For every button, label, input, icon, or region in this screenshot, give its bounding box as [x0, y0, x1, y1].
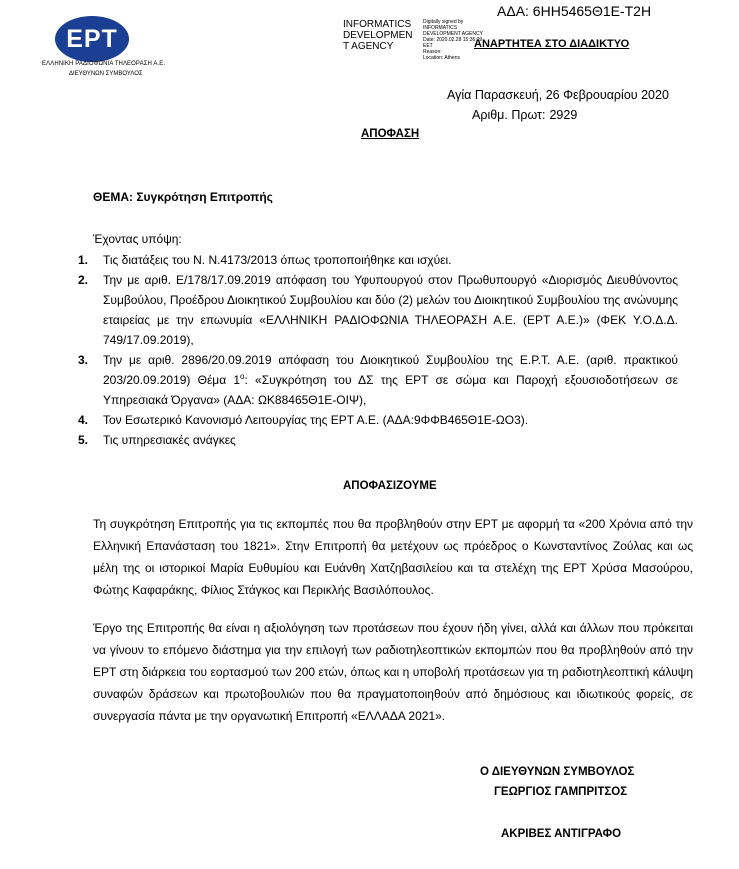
superscript: ο [240, 372, 245, 381]
list-item [78, 270, 678, 350]
considerations-list [78, 250, 678, 450]
certified-copy: ΑΚΡΙΒΕΣ ΑΝΤΙΓΡΑΦΟ [501, 828, 622, 840]
digital-signature-name [343, 19, 421, 52]
list-item [78, 410, 678, 430]
signatory-title: Ο ΔΙΕΥΘΥΝΩΝ ΣΥΜΒΟΥΛΟΣ [480, 766, 635, 778]
publish-notice: ΑΝΑΡΤΗΤΕΑ ΣΤΟ ΔΙΑΔΙΚΤΥΟ [474, 38, 630, 50]
list-item-text: Τον Εσωτερικό Κανονισμό Λειτουργίας της ΕΡΤ Α.Ε. (ΑΔΑ:9ΦΦΒ465Θ1Ε-ΩΟ3). [103, 413, 529, 427]
decision-paragraph-2: Έργο της Επιτροπής θα είναι η αξιολόγηση των προτάσεων που έχουν ήδη γίνει, αλλά και άλλων που πρόκειται να γίνουν το επόμενο διάστημα για την επιλογή των ραδιοτηλεοπτικών εκπομπών που θα προβληθούν από την ΕΡΤ στη διάρκεια του εορτασμού των 200 ετών, όπως και η υποβολή προτάσεων για τη ραδιοτηλεοπτική κάλυψη συναφών δράσεων και πρωτοβουλιών που θα πραγματοποιηθούν από δημόσιους και ιδιωτικούς φορείς, σε συνεργασία πάντα με την οργανωτική Επιτροπή «ΕΛΛΑΔΑ 2021». [93, 621, 693, 723]
list-item-number: 3. [78, 353, 89, 367]
ert-logo [55, 16, 129, 62]
signature-detail-line: EET [423, 43, 433, 49]
protocol-number [472, 108, 577, 122]
list-item-text-part: : «Συγκρότηση του ΔΣ της ΕΡΤ σε σώμα και Παροχή εξουσιοδοτήσεων σε Υπηρεσιακά Όργανα» (ΑΔΑ: ΩΚ88465Θ1Ε-ΟΙΨ), [103, 373, 678, 407]
signature-name-line: INFORMATICS [343, 19, 412, 30]
decision-paragraph-1: Τη συγκρότηση Επιτροπής για τις εκπομπές που θα προβληθούν στην ΕΡΤ με αφορμή τα «200 Χρόνια από την Ελληνική Επανάσταση του 1821». Στην Επιτροπή θα μετέχουν ως πρόεδρος ο Κωνσταντίνος Ζούλας και ως μέλη της οι ιστορικοί Μαρία Ευθυμίου και Ευάνθη Χατζηβασιλείου και τα στελέχη της ΕΡΤ Χρύσα Μασούρου, Φώτης Καφαράκης, Φίλιος Στάγκος και Περικλής Βασιλόπουλος. [93, 517, 693, 597]
logo-subtitle-company: ΕΛΛΗΝΙΚΗ ΡΑΔΙΟΦΩΝΙΑ ΤΗΛΕΟΡΑΣΗ Α.Ε. [42, 61, 166, 67]
list-item-number: 2. [78, 273, 89, 287]
ada-code: ΑΔΑ: 6ΗΗ5465Θ1Ε-Τ2Η [497, 3, 652, 19]
decision-heading: ΑΠΟΦΑΣΙΖΟΥΜΕ [343, 480, 437, 492]
signature-detail-line: Location: Athens [423, 55, 460, 61]
list-item-number: 4. [78, 413, 89, 427]
signatory-name: ΓΕΩΡΓΙΟΣ ΓΑΜΠΡΙΤΣΟΣ [494, 786, 628, 798]
logo-text: ΕΡΤ [66, 24, 118, 53]
signature-detail-line: Reason: [423, 49, 442, 55]
signature-detail-line: Digitally signed by [423, 19, 464, 25]
subject-line: ΘΕΜΑ: Συγκρότηση Επιτροπής [93, 190, 273, 204]
signature-detail-line: Date: 2020.02.28 15:36:09 [423, 37, 483, 43]
list-item-text [103, 350, 678, 410]
list-item-text: Τις διατάξεις του Ν. Ν.4173/2013 όπως τροποποιήθηκε και ισχύει. [103, 253, 452, 267]
considering-heading: Έχοντας υπόψη: [93, 232, 182, 246]
protocol-value: 2929 [549, 108, 578, 122]
signature-name-line: T AGENCY [343, 41, 394, 52]
list-item [78, 430, 678, 450]
signature-name-line: DEVELOPMEN [343, 30, 413, 41]
list-item-text-part: Την με αριθ. 2896/20.09.2019 απόφαση του Διοικητικού Συμβουλίου της Ε.Ρ.Τ. Α.Ε. (αριθ. πρακτικού 203/20.09.2019) Θέμα 1 [103, 353, 678, 387]
list-item-number: 1. [78, 253, 89, 267]
logo-subtitle-role: ΔΙΕΥΘΥΝΩΝ ΣΥΜΒΟΥΛΟΣ [69, 71, 143, 77]
signature-detail-line: INFORMATICS [423, 25, 458, 31]
place-date: Αγία Παρασκευή, 26 Φεβρουαρίου 2020 [447, 88, 669, 102]
document-title: ΑΠΟΦΑΣΗ [361, 128, 420, 140]
list-item-number: 5. [78, 433, 89, 447]
signature-detail-line: DEVELOPMENT AGENCY [423, 31, 483, 37]
list-item-text: Την με αριθ. Ε/178/17.09.2019 απόφαση του Υφυπουργού στον Πρωθυπουργό «Διορισμός Διευθύνοντος Συμβούλου, Προέδρου Διοικητικού Συμβουλίου και δύο (2) μελών του Διοικητικού Συμβουλίου της ανώνυμης εταιρείας με την επωνυμία «ΕΛΛΗΝΙΚΗ ΡΑΔΙΟΦΩΝΙΑ ΤΗΛΕΟΡΑΣΗ Α.Ε. (ΕΡΤ Α.Ε.)» (ΦΕΚ Υ.Ο.Δ.Δ. 749/17.09.2019), [103, 273, 678, 347]
list-item-text: Τις υπηρεσιακές ανάγκες [103, 433, 236, 447]
list-item [78, 350, 678, 410]
protocol-label: Αριθμ. Πρωτ: [472, 108, 546, 122]
list-item [78, 250, 678, 270]
